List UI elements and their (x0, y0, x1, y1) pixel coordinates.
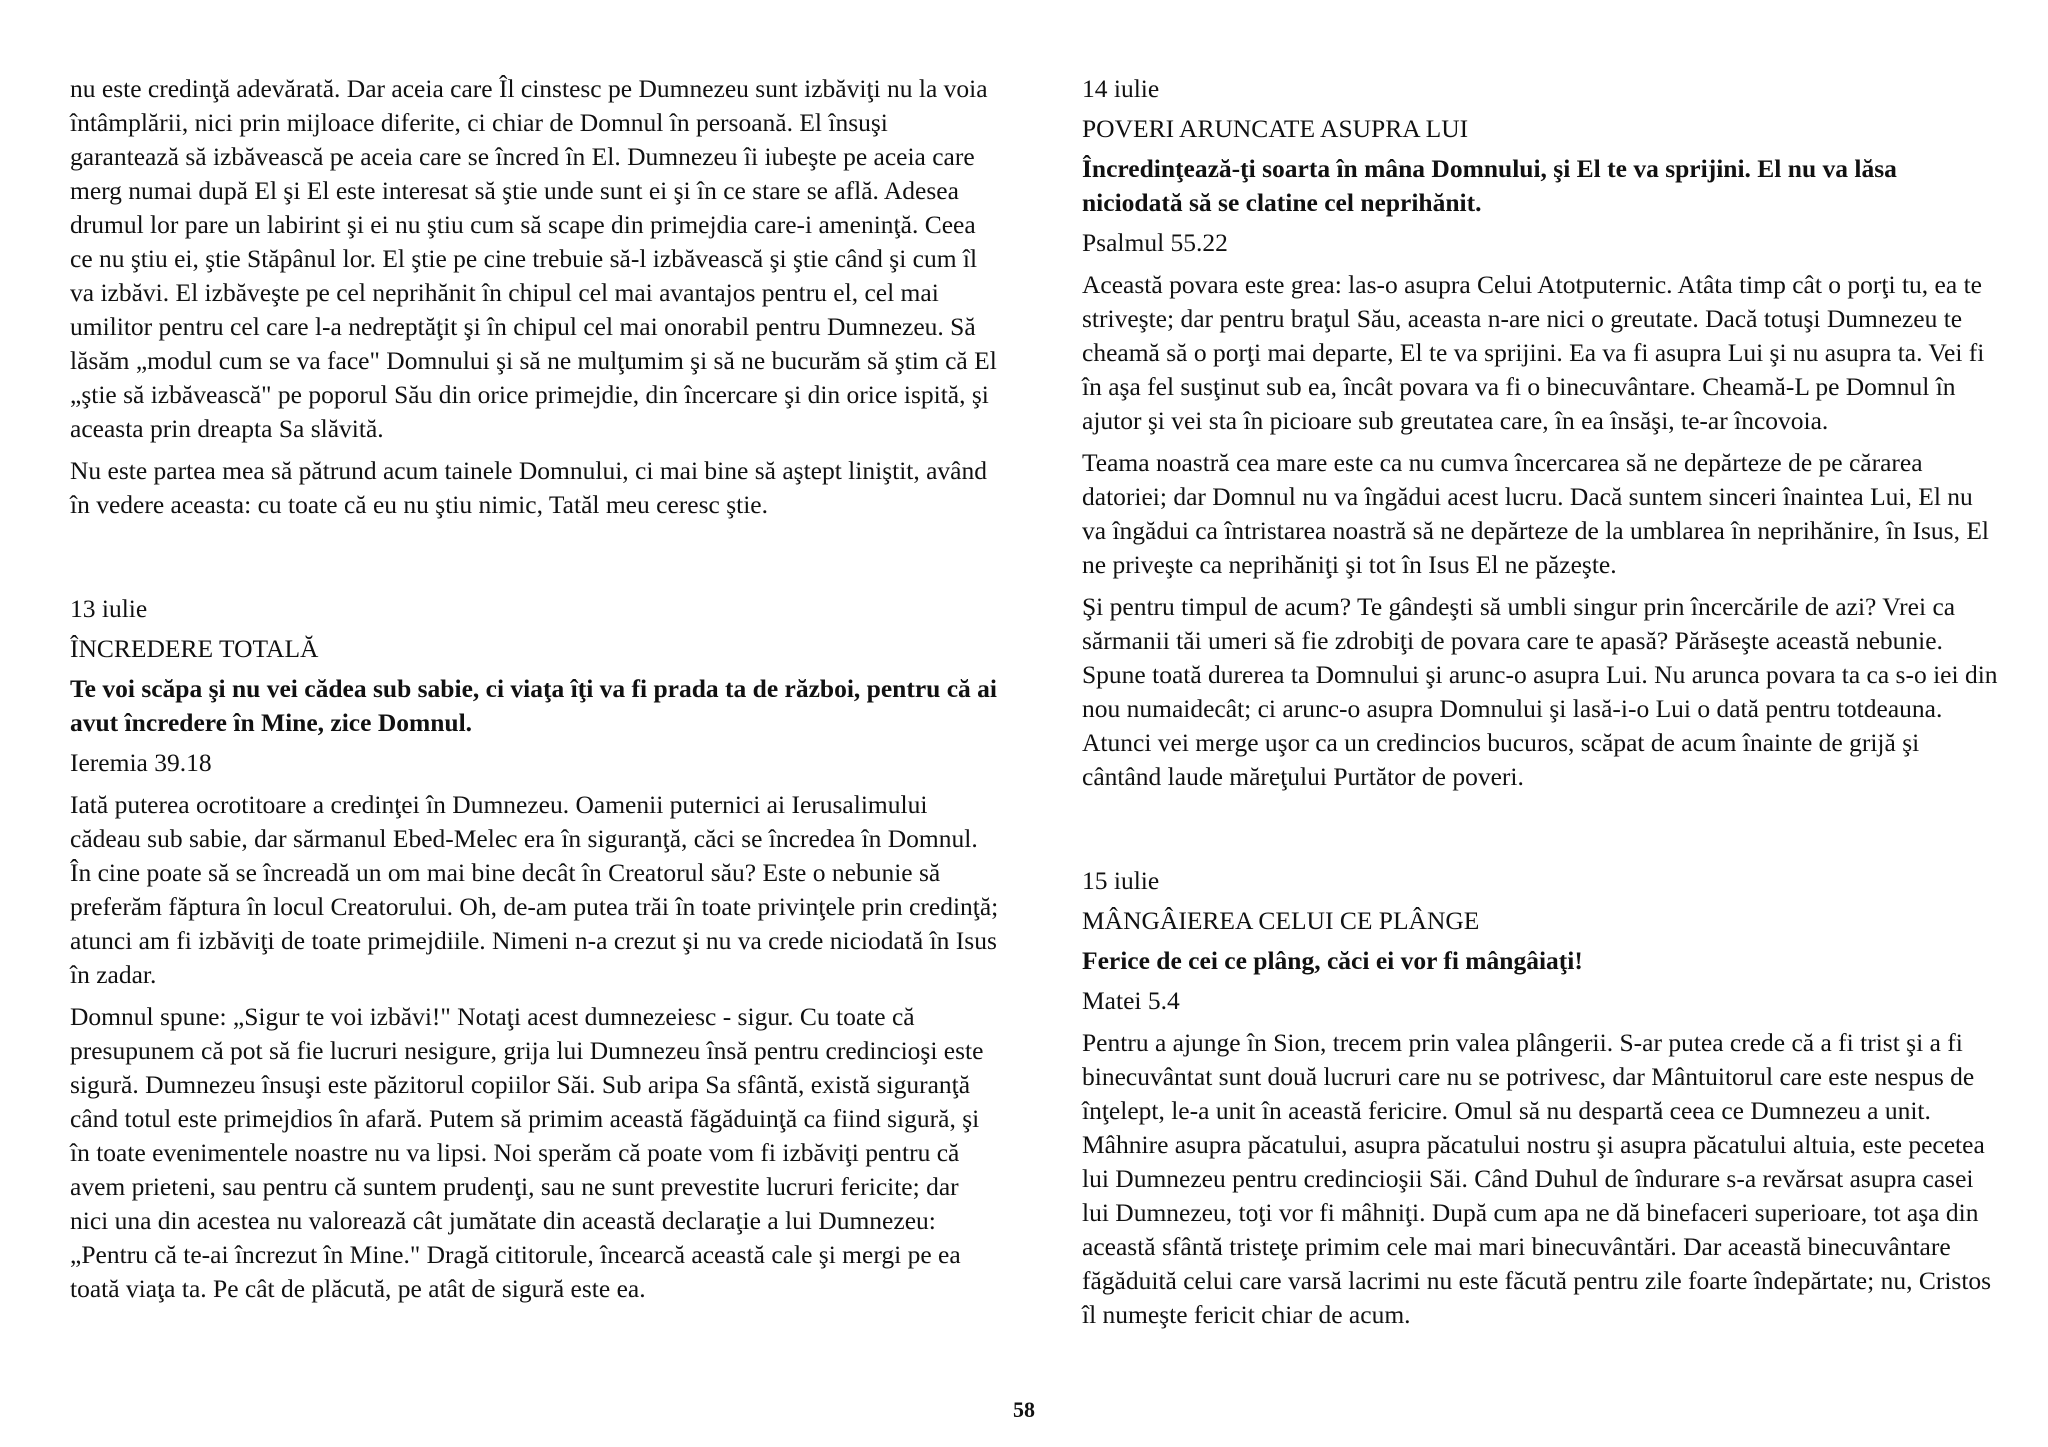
entry-title: POVERI ARUNCATE ASUPRA LUI (1082, 114, 1469, 143)
entry-reference: Ieremia 39.18 (70, 748, 212, 777)
continuation-paragraph-2: Nu este partea mea să pătrund acum tainele Domnului, ci mai bine să aştept liniştit, având în vedere aceasta: cu toate că eu nu ştiu nimic, Tatăl meu ceresc ştie. (70, 456, 988, 519)
entry-reference: Matei 5.4 (1082, 986, 1180, 1015)
entry-reference: Psalmul 55.22 (1082, 228, 1228, 257)
entry-verse: Încredinţează-ţi soarta în mâna Domnului, şi El te va sprijini. El nu va lăsa niciodată să se clatine cel neprihănit. (1082, 154, 1897, 217)
entry-title: MÂNGÂIEREA CELUI CE PLÂNGE (1082, 906, 1480, 935)
entry-paragraph-1: Această povara este grea: las-o asupra Celui Atotputernic. Atâta timp cât o porţi tu, ea te striveşte; dar pentru braţul Său, aceasta n-are nici o greutate. Dacă totuşi Dumnezeu te cheamă să o porţi mai departe, El te va sprijini. Ea va fi asupra Lui şi nu asupra ta. Vei fi în aşa fel susţinut sub ea, încât povara va fi o binecuvântare. Cheamă-L pe Domnul în ajutor şi vei sta în picioare sub greutatea care, în ea însăşi, te-ar încovoia. (1082, 270, 1985, 435)
entry-title: ÎNCREDERE TOTALĂ (70, 634, 319, 663)
entry-verse: Te voi scăpa şi nu vei cădea sub sabie, ci viaţa îţi va fi prada ta de război, pentru că ai avut încredere în Mine, zice Domnul. (70, 674, 998, 737)
entry-verse: Ferice de cei ce plâng, căci ei vor fi mângâiaţi! (1082, 946, 1583, 975)
entry-date: 15 iulie (1082, 866, 1160, 895)
entry-paragraph-3: Şi pentru timpul de acum? Te gândeşti să umbli singur prin încercările de azi? Vrei ca sărmanii tăi umeri să fie zdrobiţi de povara care te apasă? Părăseşte această nebunie. Spune toată durerea ta Domnului şi arunc-o asupra Lui. Nu arunca povara ta ca s-o iei din nou numaidecât; ci arunc-o asupra Domnului şi lasă-i-o Lui o dată pentru totdeauna. Atunci vei merge uşor ca un credincios bucuros, scăpat de acum înainte de grijă şi cântând laude măreţului Purtător de poveri. (1082, 592, 1998, 791)
continuation-paragraph-1: nu este credinţă adevărată. Dar aceia care Îl cinstesc pe Dumnezeu sunt izbăviţi nu la voia întâmplării, nici prin mijloace diferite, ci chiar de Domnul în persoană. El însuşi garantează să izbăvească pe aceia care se încred în El. Dumnezeu îi iubeşte pe aceia care merg numai după El şi El este interesat să ştie unde sunt ei şi în ce stare se află. Adesea drumul lor pare un labirint şi ei nu ştiu cum să scape din primejdia care-i ameninţă. Ceea ce nu ştiu ei, ştie Stăpânul lor. El ştie pe cine trebuie să-l izbăvească şi ştie când şi cum îl va izbăvi. El izbăveşte pe cel neprihănit în chipul cel mai avantajos pentru el, cel mai umilitor pentru cel care l-a nedreptăţit şi în chipul cel mai onorabil pentru Dumnezeu. Să lăsăm „modul cum se va face" Domnului şi să ne mulţumim şi să ne bucurăm să ştim că El „ştie să izbăvească" pe poporul Său din orice primejdie, din încercare şi din orice ispită, şi aceasta prin dreapta Sa slăvită. (70, 74, 997, 443)
page-number: 58 (1013, 1397, 1035, 1422)
entry-paragraph-1: Pentru a ajunge în Sion, trecem prin valea plângerii. S-ar putea crede că a fi trist şi a fi binecuvântat sunt două lucruri care nu se potrivesc, dar Mântuitorul care este nespus de înţelept, le-a unit în această fericire. Omul să nu despartă ceea ce Dumnezeu a unit. Mâhnire asupra păcatului, asupra păcatului nostru şi asupra păcatului altuia, este pecetea lui Dumnezeu pentru credincioşii Săi. Când Duhul de îndurare s-a revărsat asupra casei lui Dumnezeu, toţi vor fi mâhniţi. După cum apa ne dă binefaceri superioare, tot aşa din această sfântă tristeţe primim cele mai mari binecuvântări. Dar această binecuvântare făgăduită celui care varsă lacrimi nu este făcută pentru zile foarte îndepărtate; nu, Cristos îl numeşte fericit chiar de acum. (1082, 1028, 1992, 1329)
entry-paragraph-1: Iată puterea ocrotitoare a credinţei în Dumnezeu. Oamenii puternici ai Ierusalimului cădeau sub sabie, dar sărmanul Ebed-Melec era în siguranţă, căci se încredea în Domnul. În cine poate să se încreadă un om mai bine decât în Creatorul său? Este o nebunie să preferăm făptura în locul Creatorului. Oh, de-am putea trăi în toate privinţele prin credinţă; atunci am fi izbăviţi de toate primejdiile. Nimeni n-a crezut şi nu va crede niciodată în Isus în zadar. (70, 790, 999, 989)
entry-separator (70, 530, 1000, 592)
left-column (70, 72, 1000, 1314)
entry-date: 13 iulie (70, 594, 148, 623)
entry-paragraph-2: Domnul spune: „Sigur te voi izbăvi!" Notaţi acest dumnezeiesc - sigur. Cu toate că presupunem că pot să fie lucruri nesigure, grija lui Dumnezeu însă pentru credincioşi este sigură. Dumnezeu însuşi este păzitorul copiilor Săi. Sub aripa Sa sfântă, există siguranţă când totul este primejdios în afară. Putem să primim această făgăduinţă ca fiind sigură, şi în toate evenimentele noastre nu va lipsi. Noi sperăm că poate vom fi izbăviţi pentru că avem prieteni, sau pentru că suntem prudenţi, sau ne sunt prevestite lucruri fericite; dar nici una din acestea nu valorează cât jumătate din această declaraţie a lui Dumnezeu: „Pentru că te-ai încrezut în Mine." Dragă cititorule, încearcă această cale şi mergi pe ea toată viaţa ta. Pe cât de plăcută, pe atât de sigură este ea. (70, 1002, 984, 1303)
entry-13-july (70, 592, 1000, 1306)
entry-date: 14 iulie (1082, 74, 1160, 103)
entry-separator (1082, 802, 2002, 864)
entry-paragraph-2: Teama noastră cea mare este ca nu cumva încercarea să ne depărteze de pe cărarea datoriei; dar Domnul nu va îngădui acest lucru. Dacă suntem sinceri înaintea Lui, El nu va îngădui ca întristarea noastră să ne depărteze de la umblarea în neprihănire, în Isus, El ne priveşte ca neprihăniţi şi tot în Isus El ne păzeşte. (1082, 448, 1989, 579)
entry-14-july (1082, 72, 2002, 794)
right-column (1082, 72, 2002, 1340)
entry-15-july (1082, 864, 2002, 1332)
